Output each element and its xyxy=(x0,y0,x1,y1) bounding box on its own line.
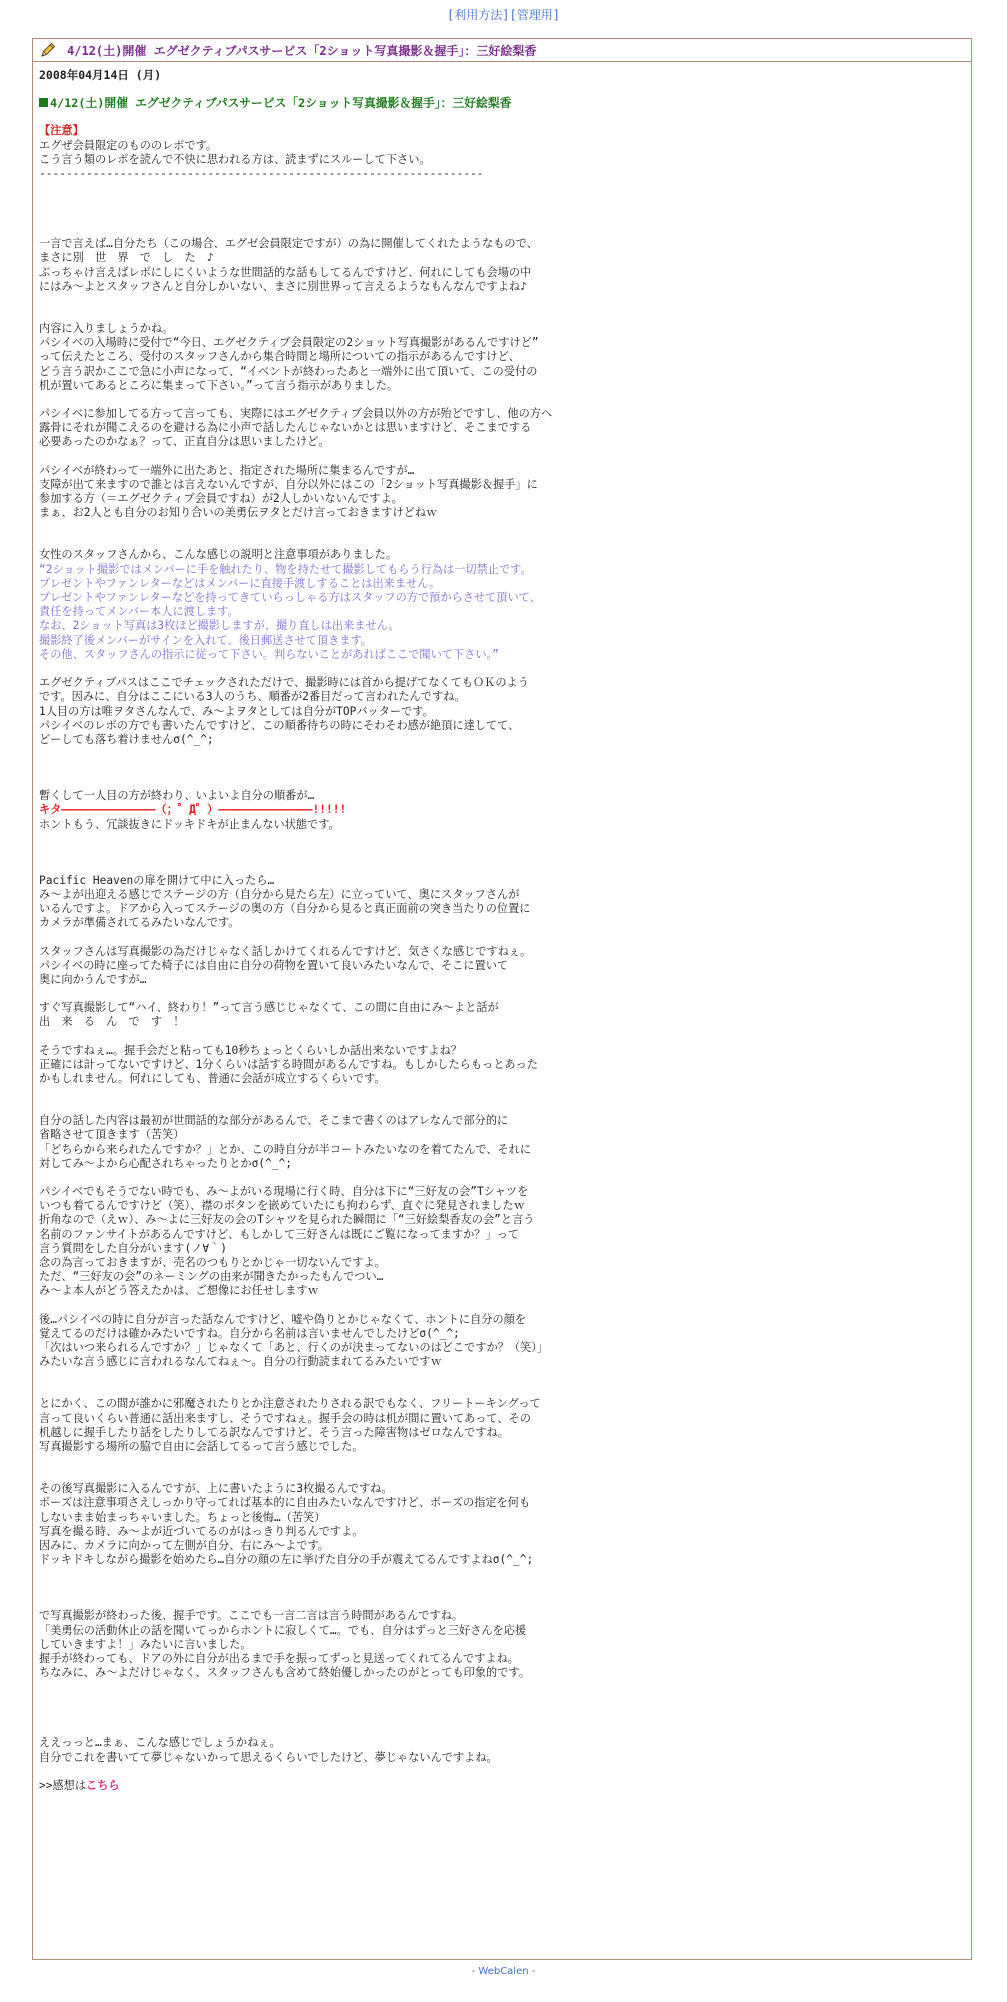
text-line: 「美勇伝の活動休止の話を聞いてっからホントに寂しくて…。でも、自分はずっと三好さんを応援 xyxy=(39,1623,527,1637)
text-line: 支障が出て来ますので誰とは言えないんですが、自分以外にはこの「2ショット写真撮影＆握手」に xyxy=(39,477,538,491)
admin-link[interactable]: 管理用 xyxy=(516,8,553,22)
text-line: です。因みに、自分はここにいる3人のうち、順番が2番目だって言われたんですね。 xyxy=(39,690,466,704)
text-line: 暫くして一人目の方が終わり、いよいよ自分の順番が… xyxy=(39,789,315,803)
green-square-icon xyxy=(39,98,48,107)
rule-line: “2ショット撮影ではメンバーに手を触れたり、物を持たせて撮影してもらう行為は一切禁止です。 xyxy=(39,562,532,576)
text-line: 「次はいつ来られるんですか？」じゃなくて「あと、行くのが決まってないのはどこですか？（笑）」 xyxy=(39,1341,549,1354)
pencil-icon xyxy=(39,41,57,59)
text-line: 名前のファンサイトがあるんですけど、もしかして三好さんは既にご覧になってますか？」って xyxy=(39,1227,520,1241)
text-line: 自分でこれを書いてて夢じゃないかって思えるくらいでしたけど、夢じゃないんですよね。 xyxy=(39,1750,498,1764)
text-line: どう言う訳かここで急に小声になって、“イベントが終わったあと一端外に出て頂いて、この受付の xyxy=(39,364,538,378)
bracket: ] xyxy=(552,8,560,22)
text-line: 省略させて頂きます（苦笑） xyxy=(39,1128,185,1142)
text-line: ホントもう、冗談抜きにドッキドキが止まんない状態です。 xyxy=(39,817,340,831)
text-line: 正確には計ってないですけど、1分くらいは話する時間があるんですね。もしかしたらもっとあった xyxy=(39,1057,538,1071)
text-line: まぁ、お2人とも自分のお知り合いの美勇伝ヲタとだけ言っておきますけどねｗ xyxy=(39,506,438,520)
text-line: 握手が終わっても、ドアの外に自分が出るまで手を振ってずっと見送ってくれてるんですよね。 xyxy=(39,1652,519,1666)
text-line: 参加する方（＝エグゼクティブ会員ですね）が2人しかいないんですよ。 xyxy=(39,492,403,506)
note-line: エグぜ会員限定のもののレポです。 xyxy=(39,138,218,152)
text-line: ぶっちゃけ言えばレポにしにくいような世間話的な話もしてるんですけど、何れにしても会場の中 xyxy=(39,265,532,279)
text-line: 奥に向かうんですが… xyxy=(39,972,147,986)
text-line: 「どちらから来られたんですか？」とか、この時自分が半コートみたいなのを着てたんで、それに xyxy=(39,1142,532,1156)
shout-line: キタ――――――――――――――（；゜Д゜）――――――――――――――!!!!! xyxy=(39,803,347,817)
text-line: ちなみに、み～よだけじゃなく、スタッフさんも含めて終始優しかったのがとっても印象的です。 xyxy=(39,1666,530,1680)
text-line: パシイベの時に座ってた椅子には自由に自分の荷物を置いて良いみたいなんで、そこに置いて xyxy=(39,958,509,972)
webcalen-link[interactable]: - WebCalen - xyxy=(471,1966,536,1977)
separator-line: ------------------------------------------------------------------ xyxy=(39,167,484,181)
entry-panel xyxy=(32,38,972,1960)
text-line: スタッフさんは写真撮影の為だけじゃなく話しかけてくれるんですけど、気さくな感じですねぇ。 xyxy=(39,944,532,958)
text-line: 写真撮影する場所の脇で自由に会話してるって言う感じでした。 xyxy=(39,1440,364,1454)
footer xyxy=(0,1966,1007,1977)
text-line: パシイベに参加してる方って言っても、実際にはエグゼクティブ会員以外の方が殆どですし、他の方へ xyxy=(39,407,553,421)
text-line: みたいな言う感じに言われるなんてねぇ～。自分の行動読まれてるみたいですｗ xyxy=(39,1355,442,1369)
text-line: 言う質問をした自分がいます(ノ∀｀) xyxy=(39,1241,228,1255)
text-line: 折角なので（えｗ）、み～よに三好友の会のTシャツを見られた瞬間に「“三好絵梨香友の会”と言う xyxy=(39,1213,535,1227)
text-line: ドッキドキしながら撮影を始めたら…自分の顔の左に挙げた自分の手が震えてるんですよねσ(^_^; xyxy=(39,1553,534,1567)
text-line: にはみ～よとスタッフさんと自分しかいない、まさに別世界って言えるようなもんなんですよね♪ xyxy=(39,279,527,293)
entry-date: 2008年04月14日 (月) xyxy=(39,68,162,82)
text-line: ええっっと…まぁ、こんな感じでしょうかねぇ。 xyxy=(39,1736,281,1750)
rule-line: プレゼントやファンレターなどを持ってきていらっしゃる方はスタッフの方で預からさせて頂いて、 xyxy=(39,591,541,605)
text-line: いるんですよ。ドアから入ってステージの奥の方（自分から見ると真正面前の突き当たりの位置に xyxy=(39,902,531,916)
text-line: かもしれません。何れにしても、普通に会話が成立するくらいです。 xyxy=(39,1071,386,1085)
text-line: 机越しに握手したり話をしたりしてる訳なんですけど、そう言った障害物はゼロなんですね。 xyxy=(39,1425,509,1439)
text-line: パシイベが終わって一端外に出たあと、指定された場所に集まるんですが… xyxy=(39,463,415,477)
text-line: そうですねぇ…。握手会だと粘っても10秒ちょっとくらいしか話出来ないですよね？ xyxy=(39,1043,462,1057)
bracket: [ xyxy=(509,8,517,22)
text-line: 覚えてるのだけは確かみたいですね。自分から名前は言いませんでしたけどσ(^_^; xyxy=(39,1326,460,1340)
text-line: 女性のスタッフさんから、こんな感じの説明と注意事項がありました。 xyxy=(39,548,398,562)
text-line: ポーズは注意事項さえしっかり守ってれば基本的に自由みたいなんですけど、ポーズの指定を何も xyxy=(39,1496,531,1510)
text-line: 対してみ～よから心配されちゃったりとかσ(^_^; xyxy=(39,1156,292,1170)
text-line: しないまま始まっちゃいました。ちょっと後悔…（苦笑） xyxy=(39,1510,326,1524)
usage-link[interactable]: 利用方法 xyxy=(454,8,503,22)
text-line: ただ、“三好友の会”のネーミングの由来が聞きたかったもんでつい… xyxy=(39,1270,384,1284)
top-navigation xyxy=(0,0,1007,28)
text-line: 因みに、カメラに向かって左側が自分、右にみ～よです。 xyxy=(39,1539,329,1553)
text-line: とにかく、この間が誰かに邪魔されたりとか注意されたりされる訳でもなく、フリートーキングって xyxy=(39,1397,541,1411)
text-line: カメラが準備されてるみたいなんです。 xyxy=(39,916,240,930)
text-line: 後…パシイベの時に自分が言った話なんですけど、嘘や偽りとかじゃなくて、ホントに自分の顔を xyxy=(39,1312,527,1326)
rule-line: 撮影終了後メンバーがサインを入れて、後日郵送させて頂きます。 xyxy=(39,633,372,647)
text-line: その後写真撮影に入るんですが、上に書いたように3枚撮るんですね。 xyxy=(39,1482,393,1496)
comment-link[interactable]: こちら xyxy=(86,1778,120,1792)
panel-header xyxy=(33,39,971,62)
text-line: パシイベの入場時に受付で“今日、エグゼクティブ会員限定の2ショット写真撮影があるんですけど” xyxy=(39,336,539,350)
text-line: 言って良いくらい普通に話出来ますし、そうですねぇ。握手会の時は机が間に置いてあって、その xyxy=(39,1411,531,1425)
note-label: 【注意】 xyxy=(39,124,84,138)
text-line: 自分の話した内容は最初が世間話的な部分があるんで、そこまで書くのはアレなんで部分的に xyxy=(39,1114,509,1128)
text-line: Pacific Heavenの扉を開けて中に入ったら… xyxy=(39,873,275,887)
panel-title: 4/12(土)開催 エグゼクティブパスサービス「2ショット写真撮影＆握手」：三好絵梨香 xyxy=(67,43,537,58)
text-line: 念の為言っておきますが、売名のつもりとかじゃ一切ないんですよ。 xyxy=(39,1255,386,1269)
rule-line: 責任を持ってメンバー本人に渡します。 xyxy=(39,605,239,619)
bracket: [ xyxy=(447,8,455,22)
entry-body xyxy=(33,62,971,1793)
text-line: 一言で言えば…自分たち（この場合、エグゼ会員限定ですが）の為に開催してくれたようなもので、 xyxy=(39,237,538,251)
text-line: で写真撮影が終わった後、握手です。ここでも一言二言は言う時間があるんですね。 xyxy=(39,1609,464,1623)
text-line: 机が置いてあるところに集まって下さい。”って言う指示がありました。 xyxy=(39,378,399,392)
text-line: 露骨にそれが聞こえるのを避ける為に小声で話したんじゃないかとは思いますけど、そこまでする xyxy=(39,421,532,435)
text-line: いつも着てるんですけど（笑）、襟のボタンを嵌めていたにも拘わらず、直ぐに発見されましたｗ xyxy=(39,1199,525,1213)
rule-line: なお、2ショット写真は3枚ほど撮影しますが、撮り直しは出来ません。 xyxy=(39,619,400,633)
text-line: どーしても落ち着けませんσ(^_^; xyxy=(39,732,214,746)
text-line: 出 来 る ん で す ！ xyxy=(39,1015,185,1029)
comment-line xyxy=(39,1779,971,1793)
text-line: み～よが出迎える感じでステージの方（自分から見たら左）に立っていて、奥にスタッフさんが xyxy=(39,887,520,901)
text-line: 必要あったのかなぁ？って、正直自分は思いましたけど。 xyxy=(39,435,330,449)
text-line: 写真を撮る時、み～よが近づいてるのがはっきり判るんですよ。 xyxy=(39,1524,364,1538)
text-line: していきますよ！」みたいに言いました。 xyxy=(39,1637,252,1651)
entry-title xyxy=(39,96,971,110)
note-line: こう言う類のレポを読んで不快に思われる方は、読まずにスルーして下さい。 xyxy=(39,152,431,166)
comment-prefix: >>感想は xyxy=(39,1778,87,1792)
text-line: み～よ本人がどう答えたかは、ご想像にお任せしますｗ xyxy=(39,1284,319,1298)
rule-line: プレゼントやファンレターなどはメンバーに直接手渡しすることは出来ません。 xyxy=(39,576,441,590)
text-line: すぐ写真撮影して“ハイ、終わり！”って言う感じじゃなくて、この間に自由にみ～よと話が xyxy=(39,1001,499,1015)
text-line: まさに別 世 界 で し た ♪ xyxy=(39,251,214,265)
text-line: エグゼクティブパスはここでチェックされただけで、撮影時には首から提げてなくてもＯＫのよう xyxy=(39,676,529,690)
bracket: ] xyxy=(502,8,510,22)
entry-title-text: 4/12(土)開催 エグゼクティブパスサービス「2ショット写真撮影＆握手」：三好絵梨香 xyxy=(50,96,512,111)
text-line: パシイベのレポの方でも書いたんですけど、この順番待ちの時にそわそわ感が絶頂に達してて、 xyxy=(39,718,520,732)
text-line: パシイベでもそうでない時でも、み～よがいる現場に行く時、自分は下に“三好友の会”Tシャツを xyxy=(39,1184,529,1198)
text-line: 1人目の方は唯ヲタさんなんで、み～よヲタとしては自分がTOPバッターです。 xyxy=(39,704,434,718)
text-line: って伝えたところ、受付のスタッフさんから集合時間と場所についての指示があるんですけど、 xyxy=(39,350,520,364)
rule-line: その他、スタッフさんの指示に従って下さい。判らないことがあればここで聞いて下さい。” xyxy=(39,647,499,661)
text-line: 内容に入りましょうかね。 xyxy=(39,322,174,336)
